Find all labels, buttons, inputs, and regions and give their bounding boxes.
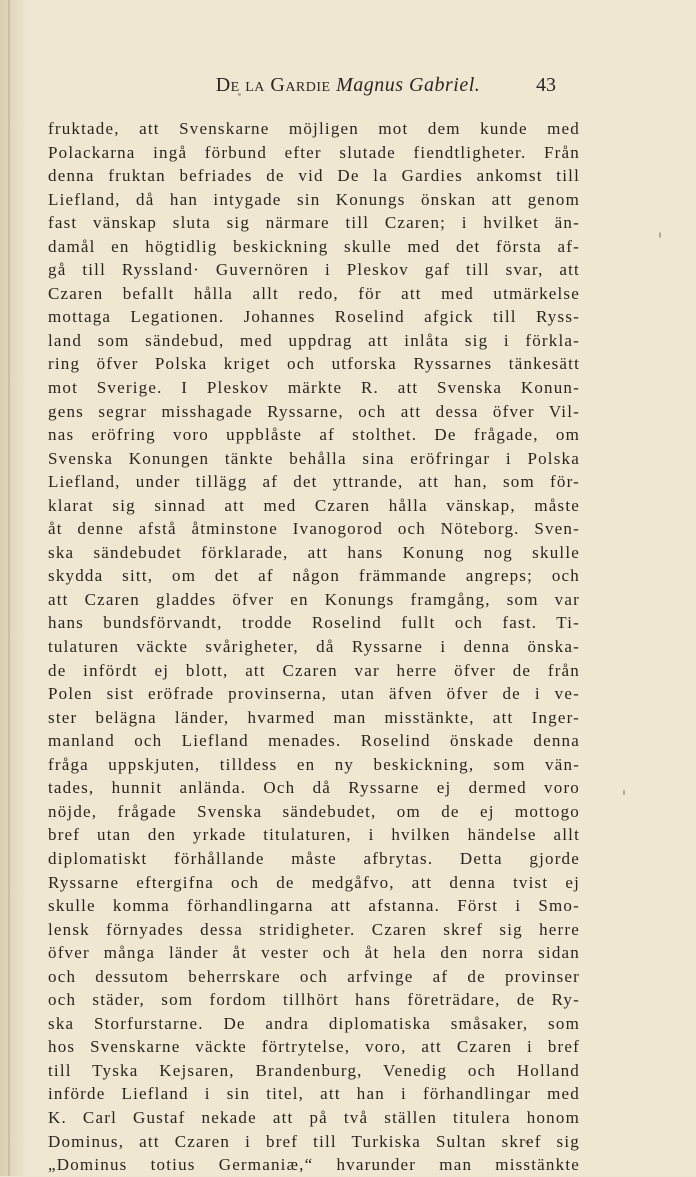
text-line: bref utan den yrkade titulaturen, i hvilken händelse allt	[48, 825, 580, 845]
running-head-given-names: Magnus Gabriel.	[336, 74, 481, 96]
text-line: Polen sist eröfrade provinserna, utan äfven öfver de i ve-	[48, 684, 580, 704]
text-line: diplomatiskt förhållande måste afbrytas. Detta gjorde	[48, 848, 580, 868]
binding-gutter	[8, 0, 10, 1176]
text-line: fast vänskap sluta sig närmare till Czaren; i hvilket än-	[48, 213, 580, 233]
text-line: Svenska Konungen tänkte behålla sina eröfringar i Polska	[48, 448, 580, 468]
text-line: hans bundsförvandt, trodde Roselind fullt och fast. Ti-	[48, 613, 580, 633]
paper-speck	[623, 790, 625, 795]
page-number: 43	[536, 74, 556, 96]
text-line: lensk förnyades dessa stridigheter. Czaren skref sig herre	[48, 919, 580, 939]
text-line: damål en högtidlig beskickning skulle med det första af-	[48, 236, 580, 256]
text-line: mottaga Legationen. Johannes Roselind afgick till Ryss-	[48, 307, 580, 327]
text-line: öfver många länder åt vester och åt hela den norra sidan	[48, 943, 580, 963]
text-line: mot Sverige. I Pleskov märkte R. att Svenska Konun-	[48, 378, 580, 398]
text-line: manland och Liefland menades. Roselind önskade denna	[48, 731, 580, 751]
text-line: ring öfver Polska kriget och utforska Ryssarnes tänkesätt	[48, 354, 580, 374]
text-line: tulaturen väckte svårigheter, då Ryssarne i denna önska-	[48, 637, 580, 657]
text-line: Liefland, under tillägg af det yttrande, att han, som för-	[48, 472, 580, 492]
text-line: nöjde, frågade Svenska sändebudet, om de ej mottogo	[48, 801, 580, 821]
paper-speck	[659, 232, 661, 238]
text-line: och städer, som fordom tillhört hans företrädare, de Ry-	[48, 990, 580, 1010]
text-line: Polackarna ingå förbund efter slutade fiendtligheter. Från	[48, 142, 580, 162]
paper-speck	[238, 93, 241, 96]
text-line: ska sändebudet förklarade, att hans Konung nog skulle	[48, 542, 580, 562]
text-line: skulle komma förhandlingarna att afstanna. Först i Smo-	[48, 896, 580, 916]
text-line: ska Storfurstarne. De andra diplomatiska småsaker, som	[48, 1013, 580, 1033]
text-line: gens segrar misshagade Ryssarne, och att dessa öfver Vil-	[48, 401, 580, 421]
text-line: gå till Ryssland· Guvernören i Pleskov gaf till svar, att	[48, 260, 580, 280]
text-line: fråga uppskjuten, tilldess en ny beskickning, som vän-	[48, 754, 580, 774]
page-header	[0, 74, 696, 106]
text-line: fruktade, att Svenskarne möjligen mot dem kunde med	[48, 119, 580, 138]
text-line: klarat sig sinnad att med Czaren hålla vänskap, måste	[48, 495, 580, 515]
text-line: Czaren befallt hålla allt redo, för att med utmärkelse	[48, 283, 580, 303]
text-line: ster belägna länder, hvarmed man misstänkte, att Inger-	[48, 707, 580, 727]
text-line: att Czaren gladdes öfver en Konungs framgång, som var	[48, 589, 580, 609]
text-line: åt denne afstå åtminstone Ivanogorod och Nöteborg. Sven-	[48, 519, 580, 539]
body-text	[48, 117, 580, 1177]
text-line: och dessutom beherrskare och arfvinge af de provinser	[48, 966, 580, 986]
text-line: Liefland, då han intygade sin Konungs önskan att genom	[48, 189, 580, 209]
paper-speck	[525, 1140, 529, 1144]
text-line: skydda sitt, om det af någon främmande angreps; och	[48, 566, 580, 586]
text-line: K. Carl Gustaf nekade att på två ställen titulera honom	[48, 1107, 580, 1127]
text-line: „Dominus totius Germaniæ,“ hvarunder man misstänkte	[48, 1155, 580, 1175]
text-line: denna fruktan befriades de vid De la Gardies ankomst till	[48, 166, 580, 186]
running-head-surname: De la Gardie	[215, 74, 331, 96]
text-line: hos Svenskarne väckte förtrytelse, voro, att Czaren i bref	[48, 1037, 580, 1057]
text-line: de infördt ej blott, att Czaren var herre öfver de från	[48, 660, 580, 680]
text-line: land som sändebud, med uppdrag att inlåta sig i förkla-	[48, 330, 580, 350]
text-line: nas eröfring voro uppblåste af stolthet. De frågade, om	[48, 425, 580, 445]
text-line: Ryssarne eftergifna och de medgåfvo, att denna tvist ej	[48, 872, 580, 892]
text-line: till Tyska Kejsaren, Brandenburg, Venedig och Holland	[48, 1060, 580, 1080]
text-line: införde Liefland i sin titel, att han i förhandlingar med	[48, 1084, 580, 1104]
running-head	[0, 74, 696, 97]
text-line: tades, hunnit anlända. Och då Ryssarne ej dermed voro	[48, 778, 580, 798]
text-line: Dominus, att Czaren i bref till Turkiska Sultan skref sig	[48, 1131, 580, 1151]
